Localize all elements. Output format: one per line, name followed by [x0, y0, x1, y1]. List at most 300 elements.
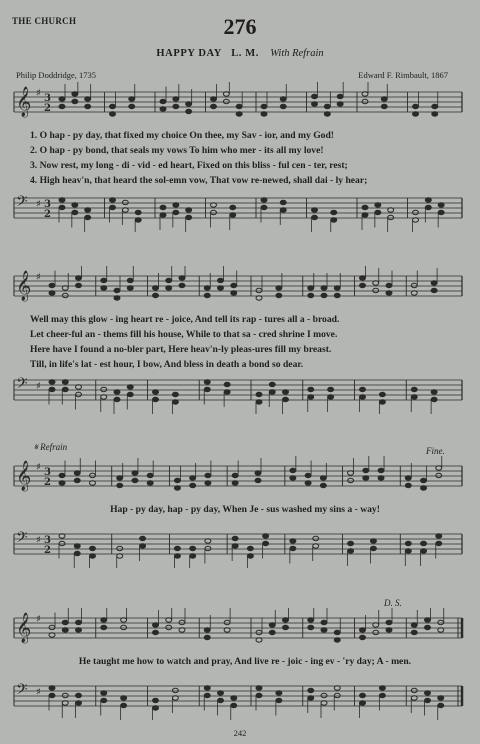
note-head — [280, 104, 286, 108]
note-head — [290, 476, 296, 480]
note-head — [236, 104, 242, 108]
note-head — [205, 481, 211, 485]
note-head — [72, 203, 78, 207]
note-head — [312, 102, 318, 106]
note-head — [49, 686, 55, 690]
note-head — [405, 476, 411, 480]
note-head — [411, 283, 417, 287]
note-head — [321, 286, 327, 290]
note-head — [360, 693, 366, 697]
note-head — [421, 478, 427, 482]
note-head — [166, 618, 172, 622]
note-head — [438, 628, 444, 632]
note-head — [308, 387, 314, 391]
note-head — [313, 544, 319, 548]
note-head — [147, 481, 153, 485]
note-head — [59, 541, 65, 545]
system-3-bass-staff — [0, 524, 480, 568]
note-head — [276, 691, 282, 695]
note-head — [308, 618, 314, 622]
note-head — [321, 693, 327, 697]
note-head — [172, 696, 178, 700]
note-head — [379, 686, 385, 690]
note-head — [283, 397, 289, 401]
note-head — [373, 630, 379, 634]
note-head — [114, 288, 120, 292]
note-head — [283, 625, 289, 629]
note-head — [122, 200, 128, 204]
note-head — [59, 205, 65, 209]
note-head — [360, 635, 366, 639]
note-head — [160, 107, 166, 111]
note-head — [59, 481, 65, 485]
note-head — [110, 112, 116, 116]
note-head — [276, 698, 282, 702]
note-head — [127, 278, 133, 282]
time-signature-icon: 2 — [44, 209, 51, 220]
note-head — [89, 481, 95, 485]
note-head — [308, 286, 314, 290]
time-signature-icon: 3 — [44, 199, 51, 210]
note-head — [334, 693, 340, 697]
note-head — [101, 691, 107, 695]
note-head — [386, 291, 392, 295]
note-head — [334, 293, 340, 297]
note-head — [211, 104, 217, 108]
note-head — [438, 696, 444, 700]
hymn-meter: L. M. — [231, 48, 259, 59]
note-head — [261, 198, 267, 202]
note-head — [438, 203, 444, 207]
note-head — [172, 400, 178, 404]
note-head — [308, 293, 314, 297]
note-head — [431, 397, 437, 401]
note-head — [204, 628, 210, 632]
note-head — [348, 478, 354, 482]
note-head — [74, 471, 80, 475]
note-head — [76, 276, 82, 280]
time-signature-icon: 3 — [44, 93, 51, 104]
note-head — [153, 698, 159, 702]
note-head — [375, 210, 381, 214]
bass-clef-icon: 𝄢 — [16, 681, 28, 702]
note-head — [114, 397, 120, 401]
note-head — [269, 382, 275, 386]
note-head — [166, 625, 172, 629]
note-head — [411, 623, 417, 627]
note-head — [62, 286, 68, 290]
note-head — [205, 539, 211, 543]
note-head — [76, 392, 82, 396]
note-head — [381, 104, 387, 108]
note-head — [179, 628, 185, 632]
system-4-treble-staff — [0, 608, 480, 652]
note-head — [59, 97, 65, 101]
note-head — [363, 468, 369, 472]
note-head — [140, 536, 146, 540]
note-head — [425, 618, 431, 622]
note-head — [411, 395, 417, 399]
note-head — [405, 549, 411, 553]
note-head — [321, 701, 327, 705]
note-head — [331, 210, 337, 214]
verse-1-line-2: Well may this glow - ing heart re - joice, And tell its rap - tures all a - broad. — [30, 314, 340, 325]
note-head — [280, 97, 286, 101]
note-head — [231, 291, 237, 295]
note-head — [373, 288, 379, 292]
note-head — [438, 703, 444, 707]
author-credit: Philip Doddridge, 1735 — [16, 70, 97, 80]
treble-clef-icon: 𝄞 — [16, 613, 32, 643]
note-head — [431, 281, 437, 285]
note-head — [370, 546, 376, 550]
note-head — [290, 468, 296, 472]
note-head — [247, 554, 253, 558]
verse-1-line-1: 1. O hap - py day, that fixed my choice On thee, my Sav - ior, and my God! — [30, 130, 334, 141]
note-head — [290, 546, 296, 550]
note-head — [59, 473, 65, 477]
verse-2-line-1: 2. O hap - py bond, that seals my vows To him who mer - its all my love! — [30, 145, 324, 156]
bass-clef-icon: 𝄢 — [16, 529, 28, 550]
note-head — [173, 104, 179, 108]
note-head — [360, 628, 366, 632]
note-head — [360, 395, 366, 399]
note-head — [280, 200, 286, 204]
system-3-treble-staff — [0, 456, 480, 500]
note-head — [76, 693, 82, 697]
note-head — [49, 387, 55, 391]
note-head — [74, 478, 80, 482]
note-head — [153, 706, 159, 710]
fine-mark: Fine. — [426, 446, 445, 456]
note-head — [204, 635, 210, 639]
note-head — [269, 390, 275, 394]
note-head — [308, 696, 314, 700]
note-head — [166, 286, 172, 290]
note-head — [425, 698, 431, 702]
note-head — [74, 544, 80, 548]
note-head — [421, 486, 427, 490]
time-signature-icon: 3 — [44, 467, 51, 478]
note-head — [117, 554, 123, 558]
note-head — [373, 623, 379, 627]
note-head — [160, 99, 166, 103]
refrain-note: With Refrain — [270, 48, 324, 59]
note-head — [173, 203, 179, 207]
note-head — [132, 478, 138, 482]
note-head — [117, 546, 123, 550]
note-head — [425, 198, 431, 202]
note-head — [89, 473, 95, 477]
note-head — [280, 208, 286, 212]
note-head — [379, 400, 385, 404]
key-signature-sharp-icon: ♯ — [36, 462, 41, 473]
note-head — [256, 400, 262, 404]
note-head — [117, 476, 123, 480]
note-head — [269, 623, 275, 627]
note-head — [231, 283, 237, 287]
note-head — [334, 630, 340, 634]
note-head — [74, 551, 80, 555]
note-head — [85, 208, 91, 212]
note-head — [232, 544, 238, 548]
note-head — [334, 686, 340, 690]
verse-4-line-2: Till, in life's lat - est hour, I bow, And bless in death a bond so dear. — [30, 359, 304, 370]
note-head — [76, 620, 82, 624]
note-head — [223, 92, 229, 96]
note-head — [190, 483, 196, 487]
key-signature-sharp-icon: ♯ — [36, 535, 41, 546]
note-head — [186, 215, 192, 219]
note-head — [379, 392, 385, 396]
note-head — [101, 625, 107, 629]
note-head — [174, 554, 180, 558]
note-head — [211, 203, 217, 207]
note-head — [76, 385, 82, 389]
hymn-title-line — [0, 48, 480, 59]
note-head — [230, 205, 236, 209]
note-head — [101, 618, 107, 622]
note-head — [388, 208, 394, 212]
note-head — [127, 385, 133, 389]
note-head — [276, 293, 282, 297]
key-signature-sharp-icon: ♯ — [36, 381, 41, 392]
note-head — [236, 112, 242, 116]
note-head — [312, 215, 318, 219]
note-head — [256, 288, 262, 292]
verse-3-line-2: Here have I found a no-bler part, Here heav'n-ly pleas-ures fill my breast. — [30, 344, 332, 355]
note-head — [224, 628, 230, 632]
note-head — [132, 471, 138, 475]
note-head — [121, 703, 127, 707]
note-head — [160, 205, 166, 209]
note-head — [204, 387, 210, 391]
note-head — [204, 380, 210, 384]
note-head — [386, 628, 392, 632]
note-head — [362, 213, 368, 217]
note-head — [386, 620, 392, 624]
note-head — [190, 546, 196, 550]
note-head — [320, 476, 326, 480]
note-head — [232, 481, 238, 485]
note-head — [232, 473, 238, 477]
note-head — [256, 693, 262, 697]
note-head — [49, 380, 55, 384]
note-head — [373, 281, 379, 285]
note-head — [204, 693, 210, 697]
note-head — [59, 198, 65, 202]
note-head — [76, 701, 82, 705]
refrain-line-1: Hap - py day, hap - py day, When Je - sus washed my sins a - way! — [110, 504, 380, 515]
note-head — [324, 112, 330, 116]
note-head — [386, 283, 392, 287]
note-head — [62, 628, 68, 632]
note-head — [129, 104, 135, 108]
composer-credit: Edward F. Rimbault, 1867 — [358, 70, 448, 80]
note-head — [135, 210, 141, 214]
note-head — [255, 471, 261, 475]
note-head — [405, 541, 411, 545]
note-head — [49, 633, 55, 637]
note-head — [204, 286, 210, 290]
note-head — [179, 276, 185, 280]
key-signature-sharp-icon: ♯ — [36, 88, 41, 99]
note-head — [190, 476, 196, 480]
treble-clef-icon: 𝄞 — [16, 87, 32, 117]
ds-mark: D. S. — [384, 598, 402, 608]
note-head — [110, 198, 116, 202]
note-head — [261, 112, 267, 116]
note-head — [172, 688, 178, 692]
note-head — [179, 620, 185, 624]
note-head — [321, 620, 327, 624]
note-head — [173, 97, 179, 101]
treble-clef-icon: 𝄞 — [16, 461, 32, 491]
note-head — [362, 92, 368, 96]
note-head — [186, 208, 192, 212]
note-head — [89, 554, 95, 558]
note-head — [114, 390, 120, 394]
note-head — [378, 468, 384, 472]
note-head — [413, 210, 419, 214]
note-head — [121, 696, 127, 700]
note-head — [328, 387, 334, 391]
note-head — [261, 205, 267, 209]
note-head — [337, 94, 343, 98]
note-head — [121, 618, 127, 622]
note-head — [411, 688, 417, 692]
note-head — [174, 478, 180, 482]
note-head — [121, 625, 127, 629]
note-head — [432, 104, 438, 108]
time-signature-icon: 3 — [44, 535, 51, 546]
system-4-bass-staff — [0, 676, 480, 720]
note-head — [166, 278, 172, 282]
note-head — [153, 286, 159, 290]
note-head — [76, 628, 82, 632]
note-head — [247, 546, 253, 550]
note-head — [425, 625, 431, 629]
key-signature-sharp-icon: ♯ — [36, 199, 41, 210]
note-head — [173, 210, 179, 214]
note-head — [85, 215, 91, 219]
note-head — [436, 473, 442, 477]
note-head — [211, 97, 217, 101]
note-head — [224, 620, 230, 624]
note-head — [305, 473, 311, 477]
note-head — [381, 97, 387, 101]
note-head — [204, 686, 210, 690]
note-head — [110, 104, 116, 108]
note-head — [405, 483, 411, 487]
note-head — [127, 286, 133, 290]
note-head — [432, 112, 438, 116]
note-head — [140, 544, 146, 548]
note-head — [205, 546, 211, 550]
note-head — [59, 104, 65, 108]
note-head — [190, 554, 196, 558]
note-head — [101, 387, 107, 391]
note-head — [49, 283, 55, 287]
note-head — [256, 630, 262, 634]
note-head — [224, 382, 230, 386]
note-head — [360, 387, 366, 391]
note-head — [223, 99, 229, 103]
note-head — [256, 392, 262, 396]
note-head — [256, 638, 262, 642]
note-head — [72, 92, 78, 96]
note-head — [411, 630, 417, 634]
note-head — [153, 293, 159, 297]
note-head — [438, 210, 444, 214]
note-head — [49, 291, 55, 295]
note-head — [348, 549, 354, 553]
note-head — [331, 218, 337, 222]
system-1-bass-staff — [0, 188, 480, 232]
note-head — [321, 628, 327, 632]
refrain-label: Refrain — [40, 442, 68, 452]
note-head — [89, 546, 95, 550]
system-2-bass-staff — [0, 370, 480, 414]
note-head — [276, 286, 282, 290]
bass-clef-icon: 𝄢 — [16, 193, 28, 214]
note-head — [101, 286, 107, 290]
note-head — [413, 112, 419, 116]
note-head — [313, 536, 319, 540]
note-head — [114, 296, 120, 300]
note-head — [186, 109, 192, 113]
note-head — [117, 483, 123, 487]
note-head — [62, 620, 68, 624]
note-head — [360, 283, 366, 287]
time-signature-icon: 2 — [44, 545, 51, 556]
note-head — [135, 218, 141, 222]
note-head — [218, 698, 224, 702]
note-head — [378, 476, 384, 480]
note-head — [101, 278, 107, 282]
system-2-treble-staff — [0, 266, 480, 310]
note-head — [255, 478, 261, 482]
note-head — [224, 390, 230, 394]
note-head — [261, 104, 267, 108]
note-head — [232, 536, 238, 540]
note-head — [127, 392, 133, 396]
note-head — [362, 99, 368, 103]
verse-3-line-1: 3. Now rest, my long - di - vid - ed heart, Fixed on this bliss - ful cen - ter, rest; — [30, 160, 348, 171]
note-head — [328, 395, 334, 399]
note-head — [421, 549, 427, 553]
note-head — [218, 691, 224, 695]
note-head — [205, 473, 211, 477]
note-head — [379, 693, 385, 697]
note-head — [129, 97, 135, 101]
note-head — [360, 701, 366, 705]
note-head — [362, 205, 368, 209]
note-head — [147, 473, 153, 477]
hymn-title: HAPPY DAY — [156, 48, 222, 59]
note-head — [49, 693, 55, 697]
note-head — [211, 210, 217, 214]
note-head — [153, 397, 159, 401]
note-head — [85, 97, 91, 101]
note-head — [174, 546, 180, 550]
note-head — [230, 213, 236, 217]
note-head — [308, 395, 314, 399]
note-head — [110, 205, 116, 209]
note-head — [186, 102, 192, 106]
note-head — [431, 288, 437, 292]
refrain-mark: 𝄋 Refrain — [34, 442, 68, 452]
